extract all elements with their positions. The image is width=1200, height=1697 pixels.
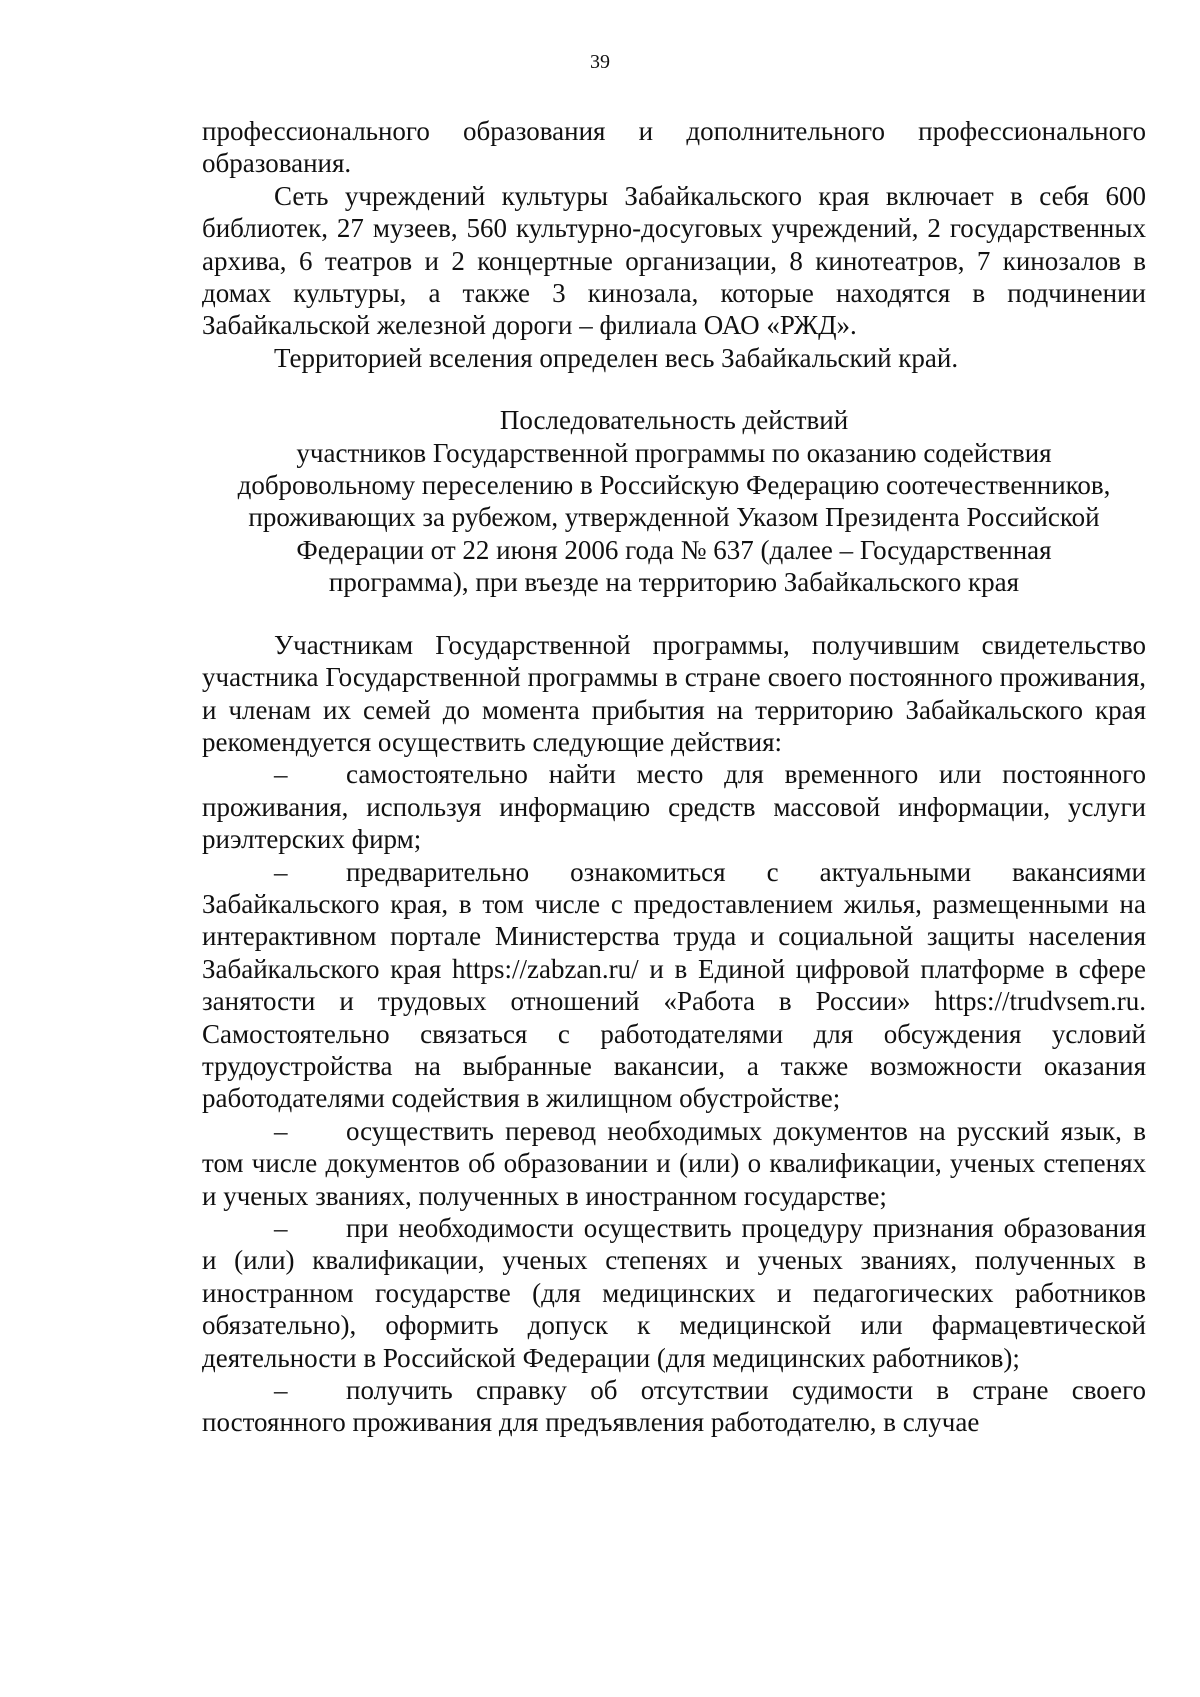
- page-number: 39: [590, 51, 610, 73]
- bullet-item-translation: [202, 1115, 1146, 1212]
- section-heading: [202, 404, 1146, 598]
- heading-line: программа), при въезде на территорию Забайкальского края: [328, 567, 1020, 598]
- bullet-text: при необходимости осуществить процедуру признания образования и (или) квалификации, ученых степенях и ученых званиях, полученных в иностранном государстве (для медицинских и педагогических работников обязательно), оформить допуск к медицинской или фармацевтической деятельности в Российской Федерации (для медицинских работников);: [202, 1213, 1146, 1373]
- heading-line: Последовательность действий: [499, 405, 849, 436]
- heading-line: добровольному переселению в Российскую Федерацию соотечественников,: [237, 470, 1111, 501]
- bullet-text: получить справку об отсутствии судимости в стране своего постоянного проживания для предъявления работодателю, в случае: [202, 1375, 1146, 1438]
- bullet-text: осуществить перевод необходимых документов на русский язык, в том числе документов об образовании и (или) о квалификации, ученых степенях и ученых званиях, полученных в иностранном государстве;: [202, 1115, 1146, 1211]
- dash-marker: –: [274, 759, 288, 790]
- document-body: [202, 115, 1146, 1439]
- dash-marker: –: [274, 1213, 288, 1243]
- bullet-text: самостоятельно найти место для временного или постоянного проживания, используя информацию средств массовой информации, услуги риэлтерских фирм;: [202, 759, 1146, 855]
- dash-marker: –: [274, 1375, 288, 1406]
- bullet-text: предварительно ознакомиться с актуальными вакансиями Забайкальского края, в том числе с предоставлением жилья, размещенными на интерактивном портале Министерства труда и социальной защиты населения Забайкальского края https://zabzan.ru/ и в Единой цифровой платформе в сфере занятости и трудовых отношений «Работа в России» https://trudvsem.ru. Самостоятельно связаться с работодателями для обсуждения условий трудоустройства на выбранные вакансии, а также возможности оказания работодателями содействия в жилищном обустройстве;: [202, 856, 1146, 1114]
- bullet-item-housing: [202, 758, 1146, 855]
- culture-network-paragraph: Сеть учреждений культуры Забайкальского края включает в себя 600 библиотек, 27 музеев, 560 культурно-досуговых учреждений, 2 государственных архива, 6 театров и 2 концертные организации, 8 кинотеатров, 7 кинозалов в домах культуры, а также 3 кинозала, которые находятся в подчинении Забайкальской железной дороги – филиала ОАО «РЖД».: [202, 180, 1146, 341]
- bullet-item-recognition: [202, 1212, 1146, 1374]
- dash-marker: –: [274, 856, 288, 887]
- dash-marker: –: [274, 1115, 288, 1146]
- heading-line: проживающих за рубежом, утвержденной Указом Президента Российской: [248, 502, 1100, 533]
- intro-continuation: профессионального образования и дополнительного профессионального образования.: [202, 116, 1146, 179]
- lead-paragraph: Участникам Государственной программы, получившим свидетельство участника Государственной программы в стране своего постоянного проживания, и членам их семей до момента прибытия на территорию Забайкальского края рекомендуется осуществить следующие действия:: [202, 629, 1146, 757]
- bullet-item-criminal-record: [202, 1374, 1146, 1439]
- bullet-item-vacancies: [202, 856, 1146, 1115]
- settlement-territory-paragraph: Территорией вселения определен весь Забайкальский край.: [274, 342, 959, 373]
- heading-line: Федерации от 22 июня 2006 года № 637 (далее – Государственная: [296, 534, 1052, 565]
- heading-line: участников Государственной программы по оказанию содействия: [296, 437, 1052, 468]
